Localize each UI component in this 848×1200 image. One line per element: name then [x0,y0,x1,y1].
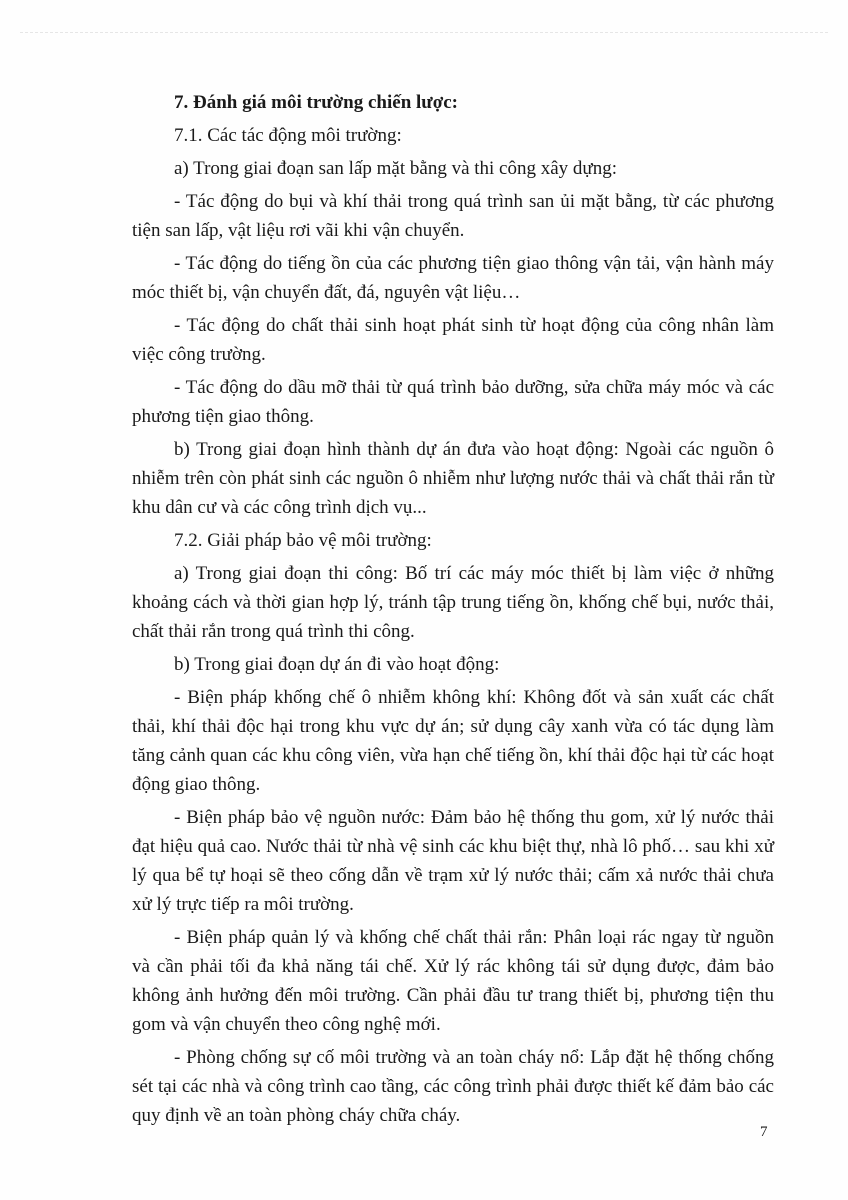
scan-edge-line [20,32,828,33]
paragraph-dust-impact: - Tác động do bụi và khí thải trong quá trình san ủi mặt bằng, từ các phương tiện san lấp, vật liệu rơi vãi khi vận chuyển. [132,191,774,241]
document-body [132,88,774,1134]
paragraph-water-protection: - Biện pháp bảo vệ nguồn nước: Đảm bảo hệ thống thu gom, xử lý nước thải đạt hiệu quả cao. Nước thải từ nhà vệ sinh các khu biệt thự, nhà lô phố… sau khi xử lý qua bể tự hoại sẽ theo cống dẫn về trạm xử lý nước thải; cấm xả nước thải chưa xử lý trực tiếp ra môi trường. [132,807,774,915]
page-number: 7 [760,1124,768,1140]
paragraph-construction-phase: a) Trong giai đoạn san lấp mặt bằng và thi công xây dựng: [174,158,618,179]
paragraph-operation-phase: b) Trong giai đoạn hình thành dự án đưa vào hoạt động: Ngoài các nguồn ô nhiễm trên còn phát sinh các nguồn ô nhiễm như lượng nước thải và chất thải rắn từ khu dân cư và các công trình dịch vụ... [132,439,774,518]
paragraph-noise-impact: - Tác động do tiếng ồn của các phương tiện giao thông vận tải, vận hành máy móc thiết bị, vận chuyển đất, đá, nguyên vật liệu… [132,253,774,303]
paragraph-air-pollution-control: - Biện pháp khống chế ô nhiễm không khí: Không đốt và sản xuất các chất thải, khí thải độc hại trong khu vực dự án; sử dụng cây xanh vừa có tác dụng làm tăng cảnh quan các khu công viên, vừa hạn chế tiếng ồn, khí thải độc hại từ các hoạt động giao thông. [132,687,774,795]
paragraph-solid-waste-management: - Biện pháp quản lý và khống chế chất thải rắn: Phân loại rác ngay từ nguồn và cần phải tối đa khả năng tái chế. Xử lý rác không tái sử dụng được, đảm bảo không ảnh hưởng đến môi trường. Cần phải đầu tư trang thiết bị, phương tiện thu gom và vận chuyển theo công nghệ mới. [132,927,774,1035]
paragraph-fire-safety: - Phòng chống sự cố môi trường và an toàn cháy nổ: Lắp đặt hệ thống chống sét tại các nhà và công trình cao tầng, các công trình phải được thiết kế đảm bảo các quy định về an toàn phòng cháy chữa cháy. [132,1047,774,1126]
paragraph-construction-solutions: a) Trong giai đoạn thi công: Bố trí các máy móc thiết bị làm việc ở những khoảng cách và thời gian hợp lý, tránh tập trung tiếng ồn, khống chế bụi, nước thải, chất thải rắn trong quá trình thi công. [132,563,774,642]
paragraph-domestic-waste-impact: - Tác động do chất thải sinh hoạt phát sinh từ hoạt động của công nhân làm việc công trường. [132,315,774,365]
section-heading: 7. Đánh giá môi trường chiến lược: [174,92,458,113]
subsection-title-solutions: 7.2. Giải pháp bảo vệ môi trường: [174,530,432,551]
subsection-title-impacts: 7.1. Các tác động môi trường: [174,125,402,146]
paragraph-operation-solutions: b) Trong giai đoạn dự án đi vào hoạt động: [174,654,500,675]
paragraph-oil-waste-impact: - Tác động do dầu mỡ thải từ quá trình bảo dưỡng, sửa chữa máy móc và các phương tiện giao thông. [132,377,774,427]
